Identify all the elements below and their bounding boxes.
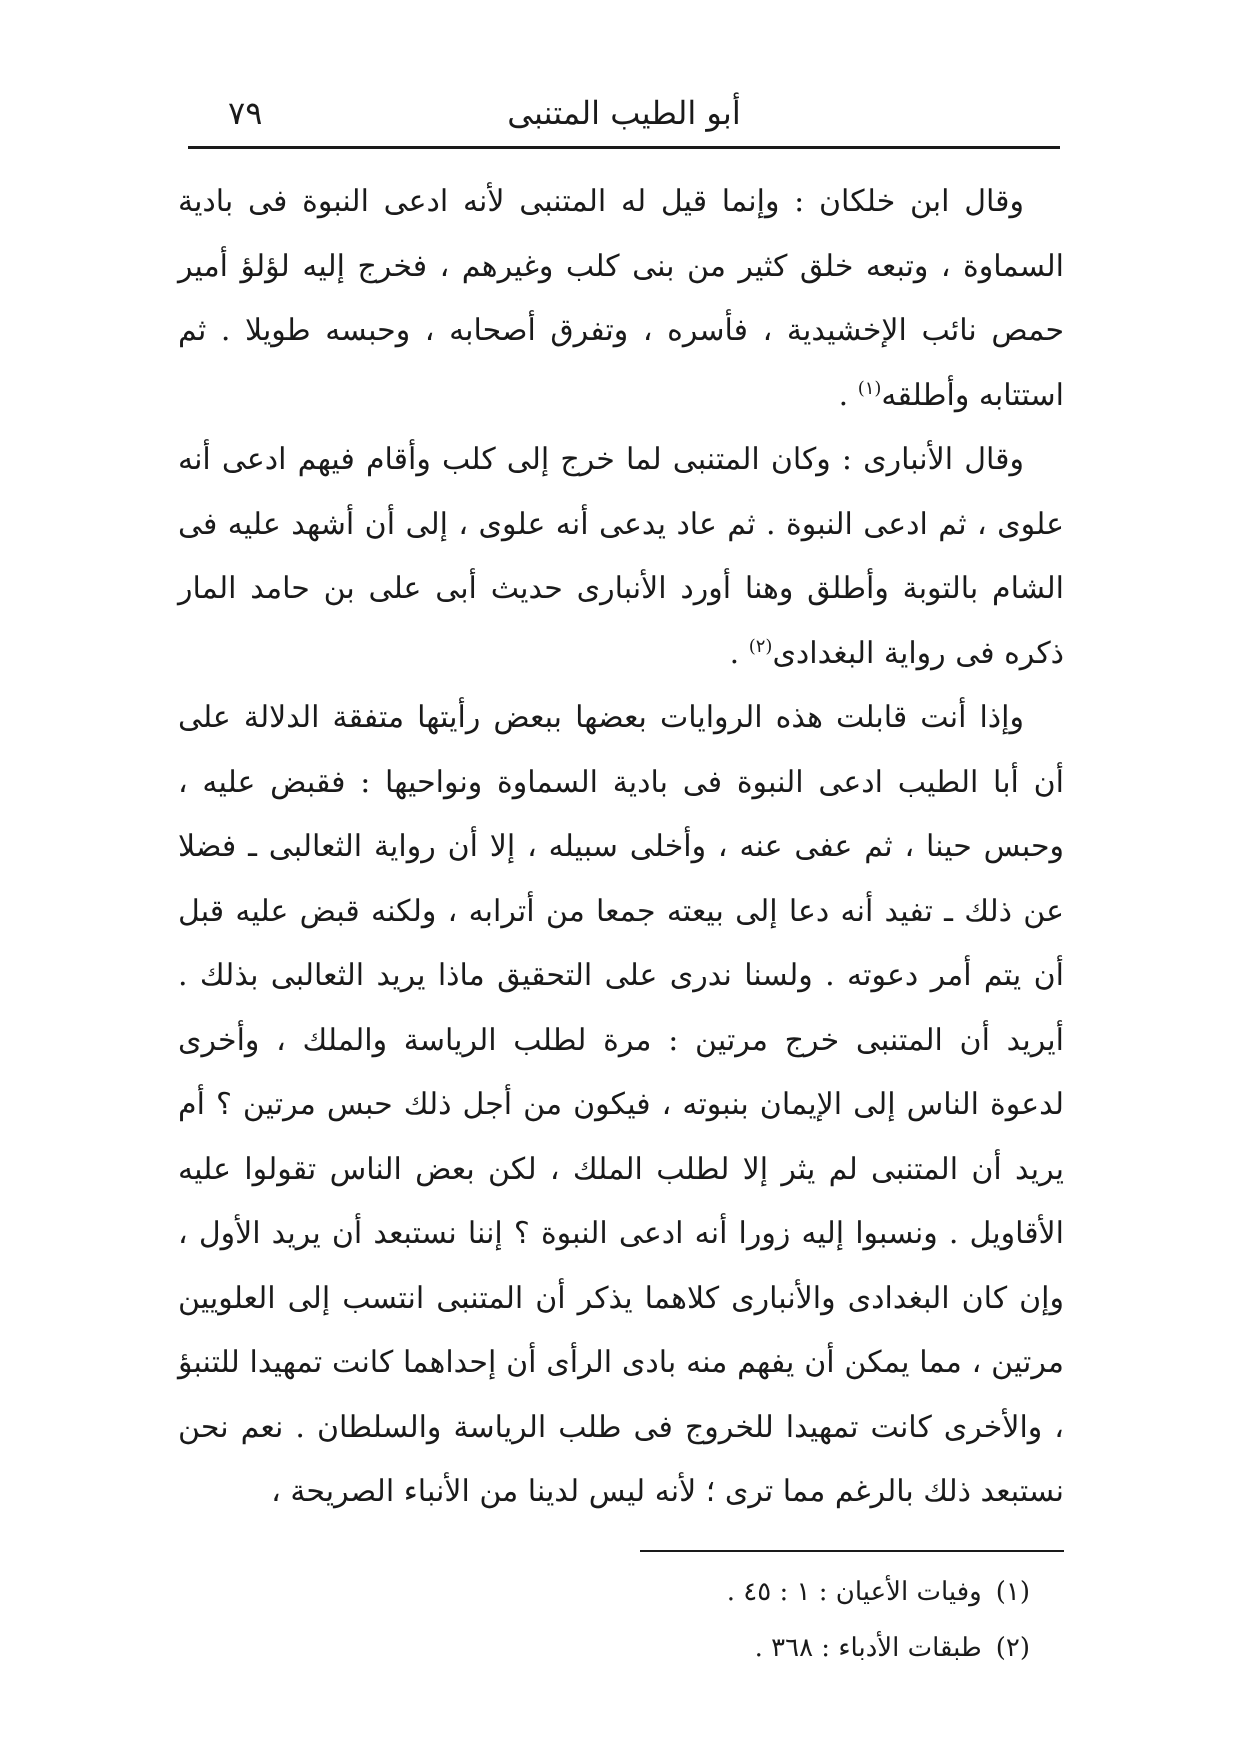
paragraph-tail: . [838,377,858,413]
paragraph [178,170,1064,428]
paragraph-tail: . [729,635,749,671]
paragraph [178,428,1064,686]
paragraph-text: وقال الأنبارى : وكان المتنبى لما خرج إلى كلب وأقام فيهم ادعى أنه علوى ، ثم ادعى النبوة . ثم عاد يدعى أنه علوى ، إلى أن أشهد عليه فى الشام بالتوبة وأطلق وهنا أورد الأنبارى حديث أبى على بن حامد المار ذكره فى رواية البغدادى [178,442,1064,671]
page-number: ٧٩ [228,94,263,132]
footnote-reference[interactable]: (١) [857,377,882,399]
running-header [188,88,1060,148]
footnote-divider [640,1550,1064,1552]
paragraph-text: وإذا أنت قابلت هذه الروايات بعضها ببعض رأيتها متفقة الدلالة على أن أبا الطيب ادعى النبوة فى بادية السماوة ونواحيها : فقبض عليه ، وحبس حينا ، ثم عفى عنه ، وأخلى سبيله ، إلا أن رواية الثعالبى ـ فضلا عن ذلك ـ تفيد أنه دعا إلى بيعته جمعا من أترابه ، ولكنه قبض عليه قبل أن يتم أمر دعوته . ولسنا ندرى على التحقيق ماذا يريد الثعالبى بذلك . أيريد أن المتنبى خرج مرتين : مرة لطلب الرياسة والملك ، وأخرى لدعوة الناس إلى الإيمان بنبوته ، فيكون من أجل ذلك حبس مرتين ؟ أم يريد أن المتنبى لم يثر إلا لطلب الملك ، لكن بعض الناس تقولوا عليه الأقاويل . ونسبوا إليه زورا أنه ادعى النبوة ؟ إننا نستبعد أن يريد الأول ، وإن كان البغدادى والأنبارى كلاهما يذكر أن المتنبى انتسب إلى العلويين مرتين ، مما يمكن أن يفهم منه بادى الرأى أن إحداهما كانت تمهيدا للتنبؤ ، والأخرى كانت تمهيدا للخروج فى طلب الرياسة والسلطان . نعم نحن نستبعد ذلك بالرغم مما ترى ؛ لأنه ليس لدينا من الأنباء الصريحة ، [178,700,1064,1509]
paragraph [178,686,1064,1525]
body-text [178,170,1064,1525]
footnote-text: طبقات الأدباء : ٣٦٨ . [754,1633,982,1663]
footnote [178,1564,1030,1620]
footnote-number: (١) [995,1577,1030,1607]
paragraph-text: وقال ابن خلكان : وإنما قيل له المتنبى لأنه ادعى النبوة فى بادية السماوة ، وتبعه خلق كثير من بنى كلب وغيرهم ، فخرج إليه لؤلؤ أمير حمص نائب الإخشيدية ، فأسره ، وتفرق أصحابه ، وحبسه طويلا . ثم استتابه وأطلقه [178,184,1064,413]
running-title: أبو الطيب المتنبى [507,94,741,132]
footnotes [178,1564,1030,1676]
footnote-number: (٢) [995,1633,1030,1663]
footnote-text: وفيات الأعيان : ١ : ٤٥ . [726,1577,982,1607]
footnote-reference[interactable]: (٢) [748,635,773,657]
header-divider [188,146,1060,149]
footnote [178,1620,1030,1676]
